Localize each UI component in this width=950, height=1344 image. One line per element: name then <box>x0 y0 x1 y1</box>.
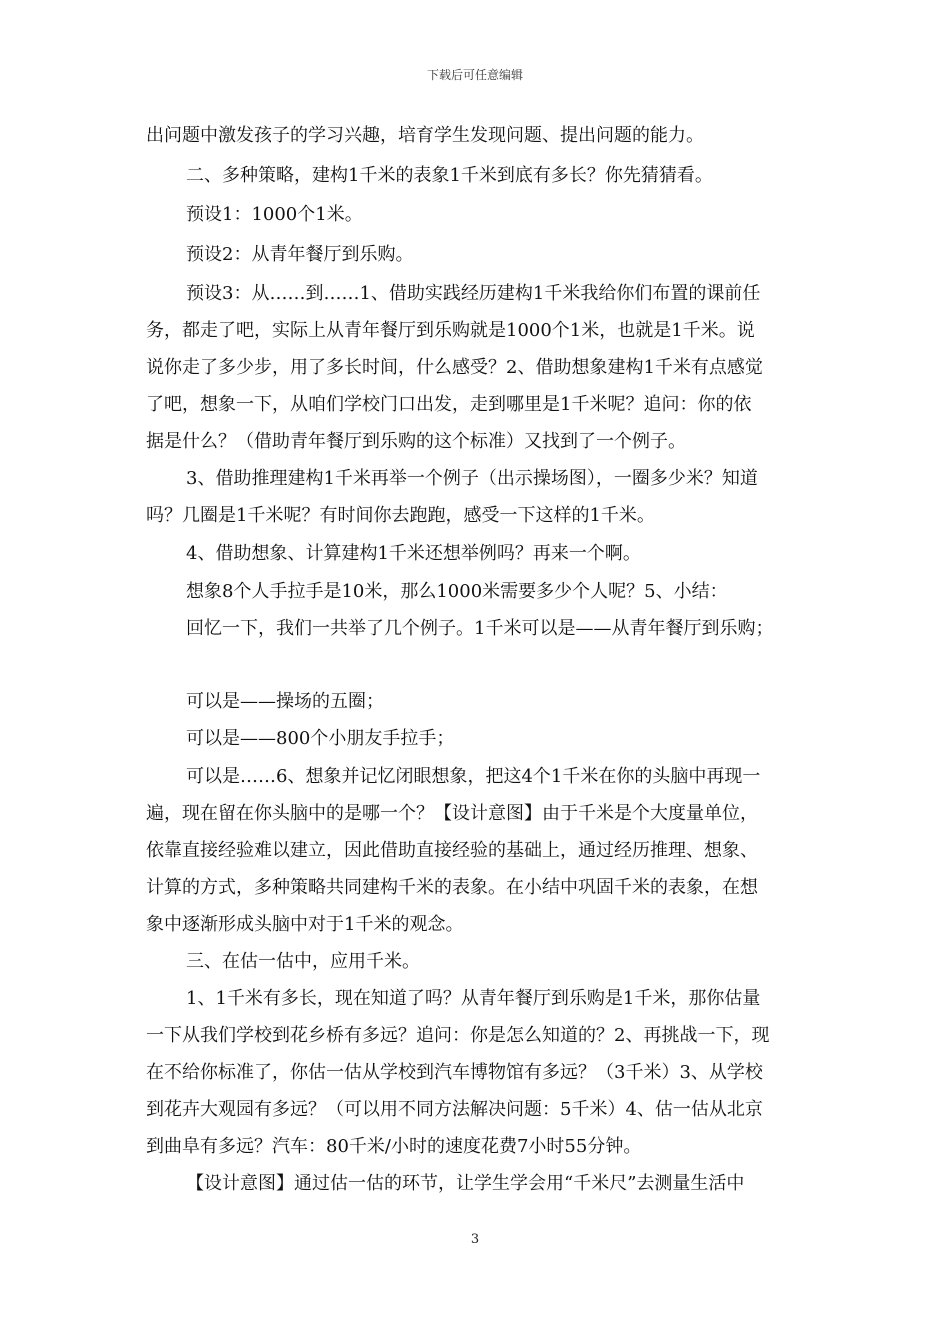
paragraph-line: 可以是——800个小朋友手拉手； <box>186 728 455 749</box>
paragraph-line: 回忆一下，我们一共举了几个例子。1千米可以是——从青年餐厅到乐购； <box>186 618 774 639</box>
paragraph-line: 一下从我们学校到花乡桥有多远？追问：你是怎么知道的？2、再挑战一下，现 <box>146 1025 770 1046</box>
paragraph-line: 三、在估一估中，应用千米。 <box>186 951 420 972</box>
paragraph-line: 二、多种策略，建构1千米的表象1千米到底有多长？你先猜猜看。 <box>186 165 713 186</box>
paragraph-line: 1、1千米有多长，现在知道了吗？从青年餐厅到乐购是1千米，那你估量 <box>186 988 761 1009</box>
paragraph-line: 说你走了多少步，用了多长时间，什么感受？2、借助想象建构1千米有点感觉 <box>146 357 763 378</box>
paragraph-line: 3、借助推理建构1千米再举一个例子（出示操场图），一圈多少米？知道 <box>186 468 758 489</box>
paragraph-line: 4、借助想象、计算建构1千米还想举例吗？再来一个啊。 <box>186 543 641 564</box>
page-header: 下载后可任意编辑 <box>426 68 523 82</box>
paragraph-line: 据是什么？（借助青年餐厅到乐购的这个标准）又找到了一个例子。 <box>146 431 686 452</box>
paragraph-line: 吗？几圈是1千米呢？有时间你去跑跑，感受一下这样的1千米。 <box>146 505 655 526</box>
paragraph-line: 出问题中激发孩子的学习兴趣，培育学生发现问题、提出问题的能力。 <box>146 125 704 146</box>
paragraph-line: 想象8个人手拉手是10米，那么1000米需要多少个人呢？5、小结： <box>186 581 728 602</box>
paragraph-line: 可以是……6、想象并记忆闭眼想象，把这4个1千米在你的头脑中再现一 <box>186 766 761 787</box>
paragraph-line: 计算的方式，多种策略共同建构千米的表象。在小结中巩固千米的表象，在想 <box>146 877 758 898</box>
paragraph-line: 【设计意图】通过估一估的环节，让学生学会用“千米尺”去测量生活中 <box>186 1173 745 1194</box>
paragraph-line: 象中逐渐形成头脑中对于1千米的观念。 <box>146 914 464 935</box>
paragraph-line: 可以是——操场的五圈； <box>186 691 384 712</box>
paragraph-line: 在不给你标准了，你估一估从学校到汽车博物馆有多远？（3千米）3、从学校 <box>146 1062 763 1083</box>
paragraph-line: 依靠直接经验难以建立，因此借助直接经验的基础上，通过经历推理、想象、 <box>146 840 758 861</box>
paragraph-line: 务，都走了吧，实际上从青年餐厅到乐购就是1000个1米，也就是1千米。说 <box>146 320 755 341</box>
paragraph-line: 预设3：从……到……1、借助实践经历建构1千米我给你们布置的课前任 <box>186 283 761 304</box>
paragraph-line: 到曲阜有多远？汽车：80千米/小时的速度花费7小时55分钟。 <box>146 1136 642 1157</box>
paragraph-line: 预设1：1000个1米。 <box>186 204 363 225</box>
paragraph-line: 遍，现在留在你头脑中的是哪一个？【设计意图】由于千米是个大度量单位， <box>146 803 758 824</box>
paragraph-line: 了吧，想象一下，从咱们学校门口出发，走到哪里是1千米呢？追问：你的依 <box>146 394 752 415</box>
paragraph-line: 预设2：从青年餐厅到乐购。 <box>186 244 414 265</box>
page-number: 3 <box>470 1232 480 1247</box>
paragraph-line: 到花卉大观园有多远？（可以用不同方法解决问题：5千米）4、估一估从北京 <box>146 1099 763 1120</box>
